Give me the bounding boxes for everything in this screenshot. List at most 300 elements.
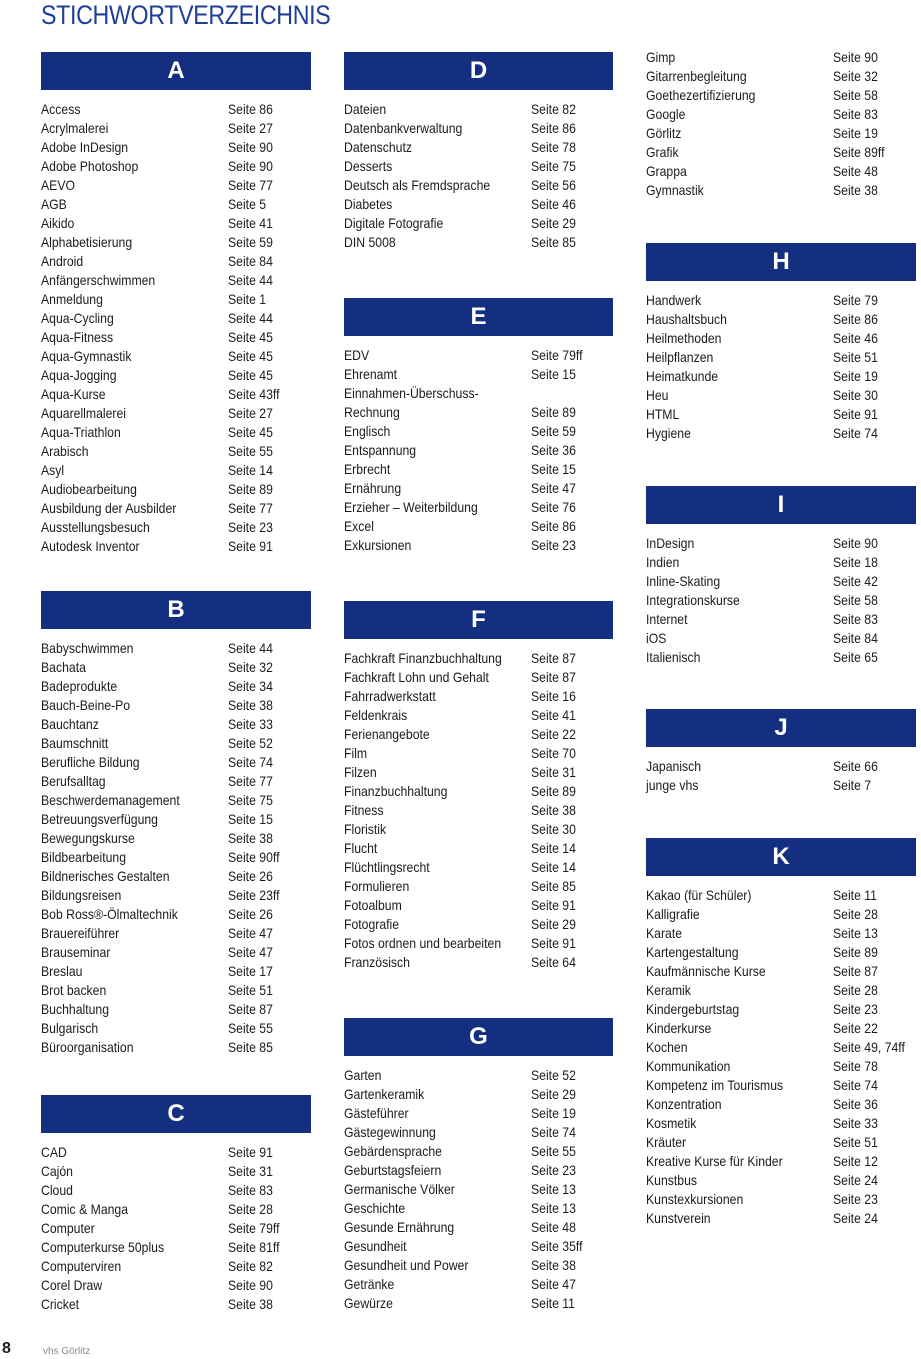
- index-term: Bulgarisch: [41, 1021, 99, 1036]
- index-entry: [646, 553, 916, 572]
- index-term: Anmeldung: [41, 292, 103, 307]
- index-term: Kartengestaltung: [646, 945, 739, 960]
- index-page-ref: Seite 27: [228, 121, 273, 136]
- index-term: Digitale Fotografie: [344, 216, 444, 231]
- index-entry: [41, 981, 311, 1000]
- index-term: Kompetenz im Tourismus: [646, 1078, 784, 1093]
- index-term: Aquarellmalerei: [41, 406, 127, 421]
- index-section-h: [646, 243, 916, 443]
- index-page-ref: Seite 38: [228, 698, 273, 713]
- index-page-ref: Seite 27: [228, 406, 273, 421]
- index-page-ref: Seite 15: [531, 462, 576, 477]
- index-term: iOS: [646, 631, 667, 646]
- index-term: Cloud: [41, 1183, 73, 1198]
- index-page-ref: Seite 59: [228, 235, 273, 250]
- index-entry: [344, 346, 613, 365]
- index-entry: [344, 782, 613, 801]
- index-entry: [41, 943, 311, 962]
- section-letter-header: G: [344, 1018, 613, 1056]
- index-page-ref: Seite 84: [228, 254, 273, 269]
- index-page-ref: Seite 46: [833, 331, 878, 346]
- index-entry: [344, 384, 613, 403]
- index-page-ref: Seite 75: [531, 159, 576, 174]
- index-entry: [344, 953, 613, 972]
- index-term: Kunstexkursionen: [646, 1192, 744, 1207]
- index-term: Dateien: [344, 102, 387, 117]
- index-term: Gästegewinnung: [344, 1125, 436, 1140]
- index-page-ref: Seite 29: [531, 1087, 576, 1102]
- index-term: Flüchtlingsrecht: [344, 860, 430, 875]
- index-term: Ferienangebote: [344, 727, 430, 742]
- index-entry: [646, 48, 916, 67]
- index-page-ref: Seite 77: [228, 501, 273, 516]
- index-term: Bildnerisches Gestalten: [41, 869, 170, 884]
- index-entry: [646, 1057, 916, 1076]
- index-page-ref: Seite 47: [228, 945, 273, 960]
- index-term: Handwerk: [646, 293, 702, 308]
- index-entry: [41, 1019, 311, 1038]
- index-entry: [41, 233, 311, 252]
- index-term: Bildungsreisen: [41, 888, 122, 903]
- index-entry: [646, 1190, 916, 1209]
- index-entry: [41, 658, 311, 677]
- index-term: Access: [41, 102, 81, 117]
- index-term: Englisch: [344, 424, 391, 439]
- index-entry: [344, 1085, 613, 1104]
- section-letter-header: K: [646, 838, 916, 876]
- index-page-ref: Seite 91: [531, 898, 576, 913]
- index-page-ref: Seite 15: [228, 812, 273, 827]
- index-page-ref: Seite 83: [833, 612, 878, 627]
- index-entry: [344, 479, 613, 498]
- index-term: Fachkraft Finanzbuchhaltung: [344, 651, 502, 666]
- index-term: Asyl: [41, 463, 65, 478]
- index-term: Babyschwimmen: [41, 641, 134, 656]
- index-page-ref: Seite 19: [531, 1106, 576, 1121]
- index-page-ref: Seite 23ff: [228, 888, 280, 903]
- index-term: Gesundheit: [344, 1239, 407, 1254]
- index-entry: [344, 896, 613, 915]
- index-entry: [41, 328, 311, 347]
- index-page-ref: Seite 48: [531, 1220, 576, 1235]
- index-page-ref: Seite 91: [228, 539, 273, 554]
- index-term: Heimatkunde: [646, 369, 719, 384]
- index-page-ref: Seite 86: [228, 102, 273, 117]
- index-term: Excel: [344, 519, 374, 534]
- index-entry: [646, 291, 916, 310]
- index-term: Kinderkurse: [646, 1021, 712, 1036]
- index-term: Adobe InDesign: [41, 140, 129, 155]
- index-entry: [41, 1181, 311, 1200]
- index-term: Datenbankverwaltung: [344, 121, 463, 136]
- index-page-ref: Seite 16: [531, 689, 576, 704]
- index-page-ref: Seite 52: [531, 1068, 576, 1083]
- index-page-ref: Seite 55: [228, 444, 273, 459]
- index-term: Comic & Manga: [41, 1202, 129, 1217]
- index-term: Android: [41, 254, 84, 269]
- index-entry: [41, 715, 311, 734]
- index-term: Fotografie: [344, 917, 400, 932]
- index-section-continued: [646, 48, 916, 200]
- index-term: Kaufmännische Kurse: [646, 964, 766, 979]
- index-term: Aikido: [41, 216, 75, 231]
- index-entry: [41, 176, 311, 195]
- index-term: Aqua-Cycling: [41, 311, 114, 326]
- index-term: Bauch-Beine-Po: [41, 698, 131, 713]
- index-page-ref: Seite 87: [531, 651, 576, 666]
- index-page-ref: Seite 86: [531, 519, 576, 534]
- index-entry: [646, 1019, 916, 1038]
- index-entry: [344, 1161, 613, 1180]
- index-entry: [344, 498, 613, 517]
- index-entry: [646, 648, 916, 667]
- index-page-ref: Seite 19: [833, 126, 878, 141]
- index-term: Rechnung: [344, 405, 400, 420]
- index-term: Brot backen: [41, 983, 107, 998]
- index-page-ref: Seite 44: [228, 311, 273, 326]
- index-term: Ehrenamt: [344, 367, 398, 382]
- index-term: Berufliche Bildung: [41, 755, 140, 770]
- index-page-ref: Seite 89: [228, 482, 273, 497]
- index-page-ref: Seite 85: [531, 235, 576, 250]
- index-entry: [646, 105, 916, 124]
- index-entry: [344, 687, 613, 706]
- index-entry: [344, 536, 613, 555]
- index-page-ref: Seite 45: [228, 368, 273, 383]
- index-page-ref: Seite 45: [228, 330, 273, 345]
- index-term: Finanzbuchhaltung: [344, 784, 448, 799]
- index-term: Bob Ross®-Ölmaltechnik: [41, 907, 178, 922]
- index-entry: [41, 867, 311, 886]
- index-page-ref: Seite 46: [531, 197, 576, 212]
- index-entry: [646, 629, 916, 648]
- index-section-k: [646, 838, 916, 1228]
- index-page-ref: Seite 90: [228, 159, 273, 174]
- index-term: Kunstverein: [646, 1211, 711, 1226]
- index-section-j: [646, 709, 916, 795]
- index-page-ref: Seite 77: [228, 178, 273, 193]
- index-term: Bauchtanz: [41, 717, 99, 732]
- index-entry: [41, 119, 311, 138]
- index-entry: [344, 649, 613, 668]
- index-term: Integrationskurse: [646, 593, 740, 608]
- index-page-ref: Seite 23: [228, 520, 273, 535]
- index-term: Kosmetik: [646, 1116, 697, 1131]
- index-entry: [41, 1038, 311, 1057]
- index-term: Gebärdensprache: [344, 1144, 442, 1159]
- index-entry: [646, 181, 916, 200]
- index-term: Einnahmen-Überschuss-: [344, 386, 479, 401]
- index-entry: [646, 1209, 916, 1228]
- index-page-ref: Seite 91: [833, 407, 878, 422]
- index-entry: [41, 791, 311, 810]
- index-page-ref: Seite 87: [531, 670, 576, 685]
- index-term: Aqua-Triathlon: [41, 425, 121, 440]
- index-term: Breslau: [41, 964, 83, 979]
- index-page-ref: Seite 89: [833, 945, 878, 960]
- index-page-ref: Seite 22: [531, 727, 576, 742]
- index-page-ref: Seite 51: [833, 1135, 878, 1150]
- index-page-ref: Seite 78: [833, 1059, 878, 1074]
- index-term: Alphabetisierung: [41, 235, 133, 250]
- index-entry: [646, 534, 916, 553]
- index-term: Arabisch: [41, 444, 89, 459]
- index-term: Goethezertifizierung: [646, 88, 756, 103]
- index-entry: [41, 252, 311, 271]
- index-page-ref: Seite 30: [833, 388, 878, 403]
- index-entry: [646, 124, 916, 143]
- index-entry: [344, 441, 613, 460]
- index-section-a: [41, 52, 311, 556]
- index-page-ref: Seite 23: [531, 1163, 576, 1178]
- index-page-ref: Seite 13: [531, 1201, 576, 1216]
- index-entry: [646, 1076, 916, 1095]
- index-entry: [646, 1171, 916, 1190]
- index-entry: [41, 461, 311, 480]
- index-term: Heilpflanzen: [646, 350, 714, 365]
- index-page-ref: Seite 30: [531, 822, 576, 837]
- index-term: Flucht: [344, 841, 378, 856]
- index-entry: [41, 537, 311, 556]
- index-term: Kommunikation: [646, 1059, 731, 1074]
- index-entry: [646, 310, 916, 329]
- index-page-ref: Seite 55: [531, 1144, 576, 1159]
- index-term: Französisch: [344, 955, 410, 970]
- index-page-ref: Seite 42: [833, 574, 878, 589]
- index-entry: [41, 100, 311, 119]
- index-entry: [646, 143, 916, 162]
- index-entry: [344, 706, 613, 725]
- index-entry: [344, 176, 613, 195]
- page-title: STICHWORTVERZEICHNIS: [41, 0, 331, 30]
- index-term: Kochen: [646, 1040, 688, 1055]
- index-page-ref: Seite 89: [531, 784, 576, 799]
- index-page-ref: Seite 17: [228, 964, 273, 979]
- index-entry: [646, 943, 916, 962]
- index-term: Baumschnitt: [41, 736, 109, 751]
- index-term: Google: [646, 107, 686, 122]
- index-entry: [646, 962, 916, 981]
- index-term: Entspannung: [344, 443, 417, 458]
- index-term: Exkursionen: [344, 538, 412, 553]
- index-term: Konzentration: [646, 1097, 722, 1112]
- index-entry: [646, 162, 916, 181]
- index-term: Ausstellungsbesuch: [41, 520, 150, 535]
- index-term: Keramik: [646, 983, 691, 998]
- index-page-ref: Seite 33: [228, 717, 273, 732]
- index-page-ref: Seite 23: [833, 1002, 878, 1017]
- index-entry: [41, 271, 311, 290]
- index-entry: [646, 905, 916, 924]
- index-page-ref: Seite 44: [228, 641, 273, 656]
- index-page-ref: Seite 44: [228, 273, 273, 288]
- index-entry: [344, 1218, 613, 1237]
- index-term: Audiobearbeitung: [41, 482, 137, 497]
- index-entry: [41, 1257, 311, 1276]
- index-page-ref: Seite 23: [531, 538, 576, 553]
- index-page-ref: Seite 19: [833, 369, 878, 384]
- index-page-ref: Seite 38: [531, 803, 576, 818]
- index-entry: [41, 772, 311, 791]
- index-entry: [646, 86, 916, 105]
- index-entry: [646, 386, 916, 405]
- index-entry: [646, 329, 916, 348]
- index-page-ref: Seite 38: [531, 1258, 576, 1273]
- index-page-ref: Seite 29: [531, 917, 576, 932]
- index-term: Cricket: [41, 1297, 80, 1312]
- index-page-ref: Seite 79: [833, 293, 878, 308]
- index-section-g: [344, 1018, 613, 1313]
- index-term: Datenschutz: [344, 140, 413, 155]
- index-entry: [646, 572, 916, 591]
- index-term: Film: [344, 746, 368, 761]
- index-entry: [344, 1104, 613, 1123]
- index-entry: [344, 1142, 613, 1161]
- index-page-ref: Seite 90: [833, 50, 878, 65]
- index-entry: [41, 962, 311, 981]
- index-entry: [344, 725, 613, 744]
- index-entry: [41, 677, 311, 696]
- index-page-ref: Seite 51: [228, 983, 273, 998]
- index-page-ref: Seite 89ff: [833, 145, 885, 160]
- index-page-ref: Seite 14: [531, 860, 576, 875]
- index-entry: [344, 100, 613, 119]
- index-term: Geschichte: [344, 1201, 406, 1216]
- index-entry: [41, 1000, 311, 1019]
- index-page-ref: Seite 58: [833, 88, 878, 103]
- index-term: Erbrecht: [344, 462, 391, 477]
- index-entry: [344, 1123, 613, 1142]
- index-term: Indien: [646, 555, 680, 570]
- index-entry: [344, 1180, 613, 1199]
- index-page-ref: Seite 74: [833, 1078, 878, 1093]
- index-page-ref: Seite 24: [833, 1173, 878, 1188]
- index-page-ref: Seite 28: [833, 907, 878, 922]
- index-entry: [41, 518, 311, 537]
- index-page-ref: Seite 91: [531, 936, 576, 951]
- index-page-ref: Seite 58: [833, 593, 878, 608]
- index-term: Kakao (für Schüler): [646, 888, 752, 903]
- page-number: 8: [2, 1340, 11, 1357]
- index-entry: [41, 1295, 311, 1314]
- index-page-ref: Seite 22: [833, 1021, 878, 1036]
- index-page-ref: Seite 76: [531, 500, 576, 515]
- index-page-ref: Seite 14: [228, 463, 273, 478]
- index-term: Desserts: [344, 159, 393, 174]
- index-term: junge vhs: [646, 778, 699, 793]
- index-term: Deutsch als Fremdsprache: [344, 178, 491, 193]
- index-entry: [344, 801, 613, 820]
- index-term: Grappa: [646, 164, 687, 179]
- index-term: Getränke: [344, 1277, 395, 1292]
- index-page-ref: Seite 52: [228, 736, 273, 751]
- index-entry: [41, 734, 311, 753]
- index-entry: [41, 157, 311, 176]
- index-term: Computer: [41, 1221, 95, 1236]
- index-term: Gewürze: [344, 1296, 393, 1311]
- index-term: Fachkraft Lohn und Gehalt: [344, 670, 489, 685]
- index-term: Büroorganisation: [41, 1040, 134, 1055]
- index-entry: [646, 367, 916, 386]
- index-term: AGB: [41, 197, 67, 212]
- index-term: Adobe Photoshop: [41, 159, 139, 174]
- index-entry: [646, 776, 916, 795]
- index-entry: [41, 347, 311, 366]
- index-term: Germanische Völker: [344, 1182, 455, 1197]
- index-entry: [41, 1219, 311, 1238]
- index-entry: [646, 67, 916, 86]
- index-entry: [41, 924, 311, 943]
- index-term: CAD: [41, 1145, 67, 1160]
- index-term: Aqua-Kurse: [41, 387, 106, 402]
- index-page-ref: Seite 32: [228, 660, 273, 675]
- index-page-ref: Seite 90: [228, 1278, 273, 1293]
- index-entry: [646, 1114, 916, 1133]
- index-page-ref: Seite 78: [531, 140, 576, 155]
- index-entry: [41, 753, 311, 772]
- index-page-ref: Seite 26: [228, 907, 273, 922]
- index-page-ref: Seite 7: [833, 778, 872, 793]
- index-page-ref: Seite 48: [833, 164, 878, 179]
- index-page-ref: Seite 38: [228, 1297, 273, 1312]
- index-page-ref: Seite 89: [531, 405, 576, 420]
- index-entry: [646, 1152, 916, 1171]
- index-term: Bildbearbeitung: [41, 850, 127, 865]
- index-entry: [41, 366, 311, 385]
- index-term: Gesunde Ernährung: [344, 1220, 455, 1235]
- index-page-ref: Seite 90ff: [228, 850, 280, 865]
- index-entry: [344, 119, 613, 138]
- index-term: Italienisch: [646, 650, 701, 665]
- index-page-ref: Seite 14: [531, 841, 576, 856]
- index-entry: [344, 858, 613, 877]
- index-term: Japanisch: [646, 759, 702, 774]
- index-entry: [41, 309, 311, 328]
- index-page-ref: Seite 41: [228, 216, 273, 231]
- index-page-ref: Seite 45: [228, 349, 273, 364]
- index-entry: [41, 480, 311, 499]
- index-term: Aqua-Jogging: [41, 368, 117, 383]
- index-section-c: [41, 1095, 311, 1314]
- index-page-ref: Seite 84: [833, 631, 878, 646]
- index-term: Internet: [646, 612, 688, 627]
- index-page-ref: Seite 74: [833, 426, 878, 441]
- index-page-ref: Seite 13: [833, 926, 878, 941]
- index-term: Fotos ordnen und bearbeiten: [344, 936, 502, 951]
- index-entry: [344, 365, 613, 384]
- index-term: Filzen: [344, 765, 377, 780]
- index-entry: [344, 877, 613, 896]
- section-letter-header: J: [646, 709, 916, 747]
- index-entry: [41, 1143, 311, 1162]
- index-term: Hygiene: [646, 426, 691, 441]
- index-section-b: [41, 591, 311, 1057]
- index-page-ref: Seite 66: [833, 759, 878, 774]
- index-term: Anfängerschwimmen: [41, 273, 156, 288]
- section-letter-header: H: [646, 243, 916, 281]
- index-page-ref: Seite 5: [228, 197, 267, 212]
- index-term: Brauseminar: [41, 945, 111, 960]
- index-entry: [41, 423, 311, 442]
- index-page-ref: Seite 41: [531, 708, 576, 723]
- index-page-ref: Seite 47: [531, 1277, 576, 1292]
- index-term: InDesign: [646, 536, 695, 551]
- index-term: EDV: [344, 348, 370, 363]
- index-term: Karate: [646, 926, 683, 941]
- index-page-ref: Seite 28: [228, 1202, 273, 1217]
- index-term: Badeprodukte: [41, 679, 118, 694]
- section-letter-header: A: [41, 52, 311, 90]
